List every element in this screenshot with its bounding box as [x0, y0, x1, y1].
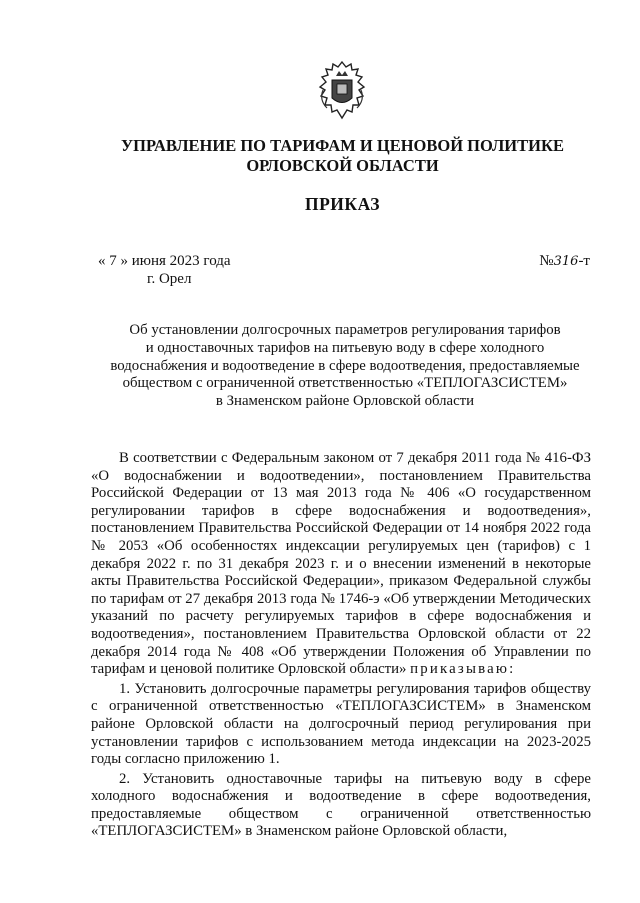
order-date: « 7 » июня 2023 года [98, 253, 231, 269]
order-number [539, 253, 590, 270]
item-paragraph: 2. Установить одноставочные тарифы на питьевую воду в сфере холодного водоснабжения и водоотведение в сфере водоотведения, предоставляемые обществом с ограниченной ответственностью «ТЕПЛОГАЗСИСТЕМ» в Знаменском районе Орловской области, [91, 770, 591, 840]
coat-of-arms-icon [315, 60, 369, 122]
subject-line: в Знаменском районе Орловской области [215, 393, 475, 410]
subject-line: водоснабжения и водоотведение в сфере водоотведения, предоставляемые [110, 357, 580, 374]
subject-line: обществом с ограниченной ответственностью «ТЕПЛОГАЗСИСТЕМ» [122, 375, 568, 392]
intro-paragraph [91, 450, 591, 679]
handwritten-number: 316 [553, 254, 579, 269]
org-line: УПРАВЛЕНИЕ ПО ТАРИФАМ И ЦЕНОВОЙ ПОЛИТИКЕ [121, 136, 564, 155]
order-subject [95, 322, 595, 411]
order-city: г. Орел [147, 271, 192, 287]
item-paragraph: 1. Установить долгосрочные параметры регулирования тарифов обществу с ограниченной ответственностью «ТЕПЛОГАЗСИСТЕМ» в Знаменском районе Орловской области на долгосрочный период регулирования при установлении тарифов с использованием метода индексации на 2023-2025 годы согласно приложению 1. [91, 680, 591, 768]
number-suffix: -т [578, 253, 590, 269]
organization-name [90, 136, 595, 176]
subject-line: Об установлении долгосрочных параметров регулирования тарифов [129, 322, 561, 338]
org-line: ОРЛОВСКОЙ ОБЛАСТИ [246, 156, 439, 175]
number-prefix: № [539, 253, 554, 269]
intro-text: В соответствии с Федеральным законом от 7 декабря 2011 года № 416-ФЗ «О водоснабжении и водоотведении», постановлением Правительства Российской Федерации от 13 мая 2013 года № 406 «О государственном регулировании тарифов в сфере водоснабжения и водоотведения», постановлением Правительства Российской Федерации от 14 ноября 2022 года № 2053 «Об особенностях индексации регулируемых цен (тарифов) с 1 декабря 2022 г. по 31 декабря 2023 г. и о внесении изменений в некоторые акты Правительства Российской Федерации», приказом Федеральной службы по тарифам от 27 декабря 2013 года № 1746-э «Об утверждении Методических указаний по расчету регулируемых тарифов в сфере водоснабжения и водоотведения», постановлением Правительства Орловской области от 22 декабря 2014 года № 408 «Об утверждении Положения об Управлении по тарифам и ценовой политике Орловской области» [91, 450, 591, 678]
document-type: ПРИКАЗ [304, 194, 381, 214]
order-body [91, 450, 591, 843]
order-word: приказываю: [410, 661, 516, 678]
subject-line: и одноставочных тарифов на питьевую воду в сфере холодного [145, 339, 545, 356]
